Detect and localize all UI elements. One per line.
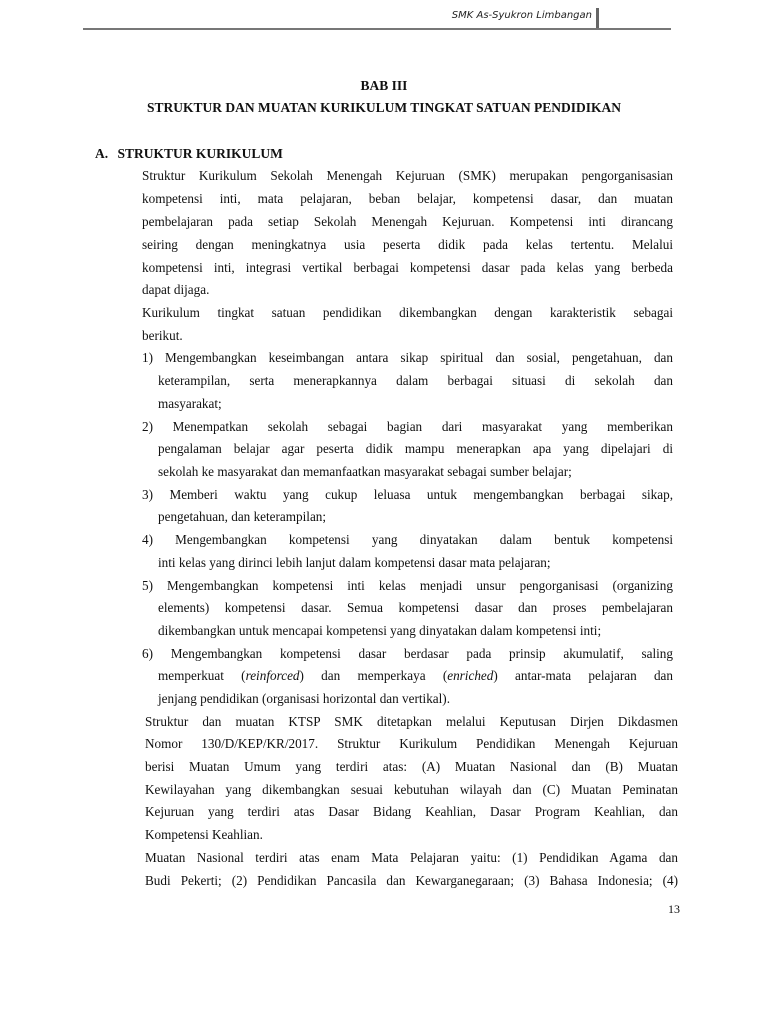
- list-item-line: elements) kompetensi dasar. Semua kompetensi dasar dan proses pembelajaran: [158, 600, 673, 615]
- running-header: SMK As-Syukron Limbangan: [451, 10, 592, 21]
- chapter-number: BAB III: [360, 78, 408, 93]
- list-item: 4) Mengembangkan kompetensi yang dinyatakan dalam bentuk kompetensi: [142, 532, 673, 547]
- section-label: A.: [95, 146, 109, 161]
- paragraph-line: Budi Pekerti; (2) Pendidikan Pancasila dan Kewarganegaraan; (3) Bahasa Indonesia; (4): [145, 873, 678, 888]
- list-item-line: pengalaman belajar agar peserta didik mampu menerapkan apa yang dipelajari di: [158, 441, 673, 456]
- list-item: 3) Memberi waktu yang cukup leluasa untuk mengembangkan berbagai sikap,: [142, 487, 673, 502]
- paragraph-line: seiring dengan meningkatnya usia peserta didik pada kelas tertentu. Melalui: [142, 237, 673, 252]
- list-item: 5) Mengembangkan kompetensi inti kelas menjadi unsur pengorganisasi (organizing: [142, 578, 673, 593]
- list-item-line: [158, 668, 673, 684]
- paragraph-line: Kompetensi Keahlian.: [145, 827, 263, 842]
- paragraph-line: berikut.: [142, 328, 183, 343]
- paragraph-line: Struktur Kurikulum Sekolah Menengah Kejuruan (SMK) merupakan pengorganisasian: [142, 168, 673, 183]
- list-item-line: masyarakat;: [158, 396, 222, 411]
- list-item: 1) Mengembangkan keseimbangan antara sikap spiritual dan sosial, pengetahuan, dan: [142, 350, 673, 365]
- paragraph-line: Kurikulum tingkat satuan pendidikan dikembangkan dengan karakteristik sebagai: [142, 305, 673, 320]
- paragraph-line: dapat dijaga.: [142, 282, 210, 297]
- paragraph-line: Kewilayahan yang dikembangkan sesuai kebutuhan wilayah dan (C) Muatan Peminatan: [145, 782, 678, 797]
- list-item-line: keterampilan, serta menerapkannya dalam berbagai situasi di sekolah dan: [158, 373, 673, 388]
- list-item: 2) Menempatkan sekolah sebagai bagian dari masyarakat yang memberikan: [142, 419, 673, 434]
- paragraph-line: pembelajaran pada setiap Sekolah Menengah Kejuruan. Kompetensi inti dirancang: [142, 214, 673, 229]
- header-rule: [83, 28, 671, 30]
- paragraph-line: kompetensi inti, integrasi vertikal berbagai kompetensi dasar pada kelas yang berbeda: [142, 260, 673, 275]
- italic-term: enriched: [447, 668, 494, 683]
- paragraph-line: Muatan Nasional terdiri atas enam Mata Pelajaran yaitu: (1) Pendidikan Agama dan: [145, 850, 678, 865]
- chapter-title: STRUKTUR DAN MUATAN KURIKULUM TINGKAT SATUAN PENDIDIKAN: [146, 100, 622, 115]
- paragraph-line: Nomor 130/D/KEP/KR/2017. Struktur Kurikulum Pendidikan Menengah Kejuruan: [145, 736, 678, 751]
- paragraph-line: kompetensi inti, mata pelajaran, beban belajar, kompetensi dasar, dan muatan: [142, 191, 673, 206]
- paragraph-line: Kejuruan yang terdiri atas Dasar Bidang Keahlian, Dasar Program Keahlian, dan: [145, 804, 678, 819]
- section-heading: [95, 146, 283, 162]
- paragraph-line: berisi Muatan Umum yang terdiri atas: (A) Muatan Nasional dan (B) Muatan: [145, 759, 678, 774]
- header-vertical-bar: [596, 8, 599, 29]
- text-segment: ) dan memperkaya (: [299, 668, 448, 683]
- list-item-line: pengetahuan, dan keterampilan;: [158, 509, 327, 524]
- list-item-line: dikembangkan untuk mencapai kompetensi yang dinyatakan dalam kompetensi inti;: [158, 623, 602, 638]
- paragraph-line: Struktur dan muatan KTSP SMK ditetapkan melalui Keputusan Dirjen Dikdasmen: [145, 714, 678, 729]
- list-item-line: inti kelas yang dirinci lebih lanjut dalam kompetensi dasar mata pelajaran;: [158, 555, 551, 570]
- list-item-line: sekolah ke masyarakat dan memanfaatkan masyarakat sebagai sumber belajar;: [158, 464, 572, 479]
- text-segment: memperkuat (: [158, 668, 246, 683]
- text-segment: ) antar-mata pelajaran dan: [493, 668, 673, 683]
- italic-term: reinforced: [245, 668, 300, 683]
- list-item: 6) Mengembangkan kompetensi dasar berdasar pada prinsip akumulatif, saling: [142, 646, 673, 661]
- list-item-line: jenjang pendidikan (organisasi horizontal dan vertikal).: [158, 691, 450, 706]
- section-title: STRUKTUR KURIKULUM: [117, 146, 283, 161]
- page-number: 13: [668, 902, 680, 916]
